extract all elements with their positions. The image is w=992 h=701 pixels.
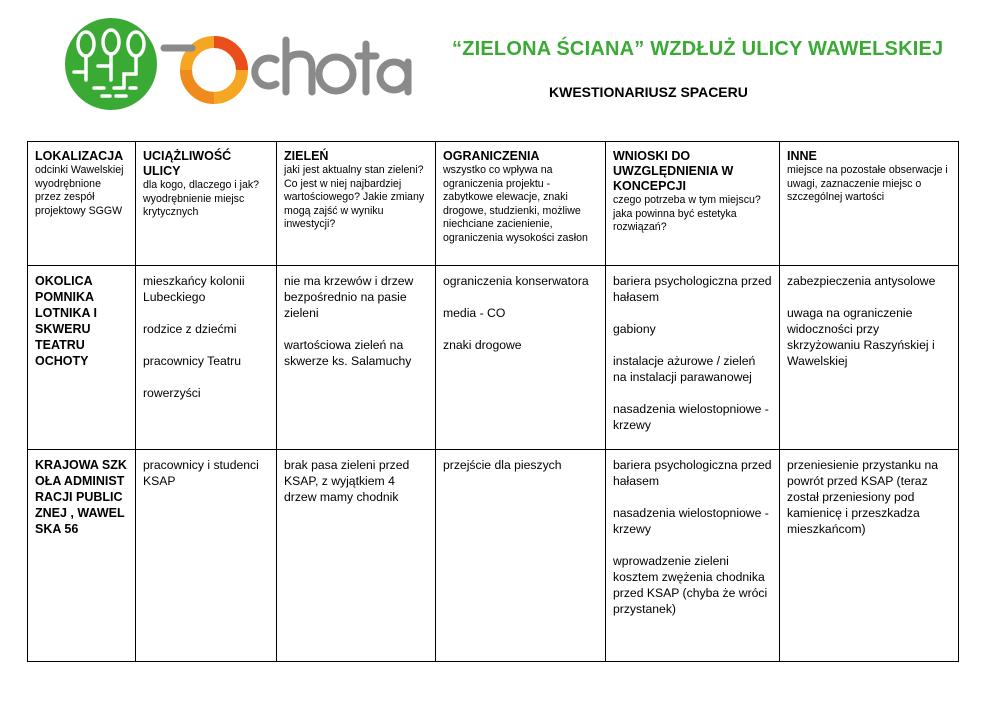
- entry: zabezpieczenia antysolowe: [787, 274, 936, 288]
- entry: instalacje ażurowe / zieleń na instalacji parawanowej: [613, 354, 756, 384]
- column-title: INNE: [787, 149, 817, 163]
- entry: uwaga na ograniczenie widoczności przy skrzyżowaniu Raszyńskiej i Wawelskiej: [787, 306, 935, 368]
- wnioski-cell: [606, 266, 780, 450]
- header-cell-lokalizacja: [28, 142, 136, 266]
- entry: przejście dla pieszych: [443, 458, 562, 472]
- entry: media - CO: [443, 306, 506, 320]
- column-desc: miejsce na pozostałe obserwacje i uwagi, zaznaczenie miejsc o szczególnej wartości: [787, 164, 948, 203]
- header-cell-uciazliwosc: [136, 142, 277, 266]
- entry: brak pasa zieleni przed KSAP, z wyjątkiem 4 drzew mamy chodnik: [284, 458, 410, 504]
- location-cell: [28, 450, 136, 662]
- column-desc: odcinki Wawelskiej wyodrębnione przez zespół projektowy SGGW: [35, 164, 124, 217]
- column-title: ZIELEŃ: [284, 149, 329, 163]
- column-title: LOKALIZACJA: [35, 149, 124, 163]
- entry: rowerzyści: [143, 386, 201, 400]
- uciazliwosc-cell: [136, 450, 277, 662]
- header-row: [28, 142, 959, 266]
- ograniczenia-cell: [436, 266, 606, 450]
- wnioski-cell: [606, 450, 780, 662]
- column-desc: czego potrzeba w tym miejscu? jaka powinna być estetyka rozwiązań?: [613, 194, 761, 233]
- ochota-logo: [64, 14, 414, 114]
- uciazliwosc-cell: [136, 266, 277, 450]
- header-cell-zielen: [277, 142, 436, 266]
- entry: przeniesienie przystanku na powrót przed KSAP (teraz został przeniesiony pod kamienicę i przeszkadza mieszkańcom): [787, 458, 939, 536]
- questionnaire-table: [27, 141, 959, 662]
- header-cell-ograniczenia: [436, 142, 606, 266]
- table-row: [28, 266, 959, 450]
- entry: pracownicy Teatru: [143, 354, 241, 368]
- location-cell: [28, 266, 136, 450]
- column-title: OGRANICZENIA: [443, 149, 540, 163]
- location-name: KRAJOWA SZKOŁA ADMINISTRACJI PUBLICZNEJ , WAWELSKA 56: [35, 458, 127, 536]
- column-title: WNIOSKI DO UWZGLĘDNIENIA W KONCEPCJI: [613, 149, 734, 193]
- entry: bariera psychologiczna przed hałasem: [613, 274, 772, 304]
- location-name: OKOLICA POMNIKA LOTNIKA I SKWERU TEATRU OCHOTY: [35, 274, 98, 368]
- entry: gabiony: [613, 322, 656, 336]
- column-desc: dla kogo, dlaczego i jak? wyodrębnienie miejsc krytycznych: [143, 179, 260, 218]
- entry: wprowadzenie zieleni kosztem zwężenia chodnika przed KSAP (chyba że wróci przystanek): [613, 554, 768, 616]
- ograniczenia-cell: [436, 450, 606, 662]
- column-desc: jaki jest aktualny stan zieleni? Co jest w niej najbardziej wartościowego? Jakie zmiany mogą zajść w wyniku inwestycji?: [284, 164, 425, 230]
- entry: pracownicy i studenci KSAP: [143, 458, 259, 488]
- entry: znaki drogowe: [443, 338, 522, 352]
- page-subtitle: KWESTIONARIUSZ SPACERU: [549, 84, 748, 100]
- entry: mieszkańcy kolonii Lubeckiego: [143, 274, 245, 304]
- zielen-cell: [277, 450, 436, 662]
- column-desc: wszystko co wpływa na ograniczenia projektu - zabytkowe elewacje, znaki drogowe, studzienki, możliwe niechciane zacienienie, ograniczenia wysokości zasłon: [443, 164, 588, 244]
- entry: wartościowa zieleń na skwerze ks. Salamuchy: [284, 338, 412, 368]
- zielen-cell: [277, 266, 436, 450]
- entry: rodzice z dziećmi: [143, 322, 237, 336]
- page-title: “ZIELONA ŚCIANA” WZDŁUŻ ULICY WAWELSKIEJ: [452, 38, 944, 60]
- entry: nasadzenia wielostopniowe - krzewy: [613, 402, 769, 432]
- inne-cell: [780, 450, 959, 662]
- entry: ograniczenia konserwatora: [443, 274, 589, 288]
- entry: nasadzenia wielostopniowe - krzewy: [613, 506, 769, 536]
- header-cell-wnioski: [606, 142, 780, 266]
- entry: nie ma krzewów i drzew bezpośrednio na pasie zieleni: [284, 274, 414, 320]
- header-cell-inne: [780, 142, 959, 266]
- column-title: UCIĄŻLIWOŚĆ ULICY: [143, 149, 232, 178]
- green-trees-icon: [65, 18, 157, 110]
- entry: bariera psychologiczna przed hałasem: [613, 458, 772, 488]
- table-row: [28, 450, 959, 662]
- inne-cell: [780, 266, 959, 450]
